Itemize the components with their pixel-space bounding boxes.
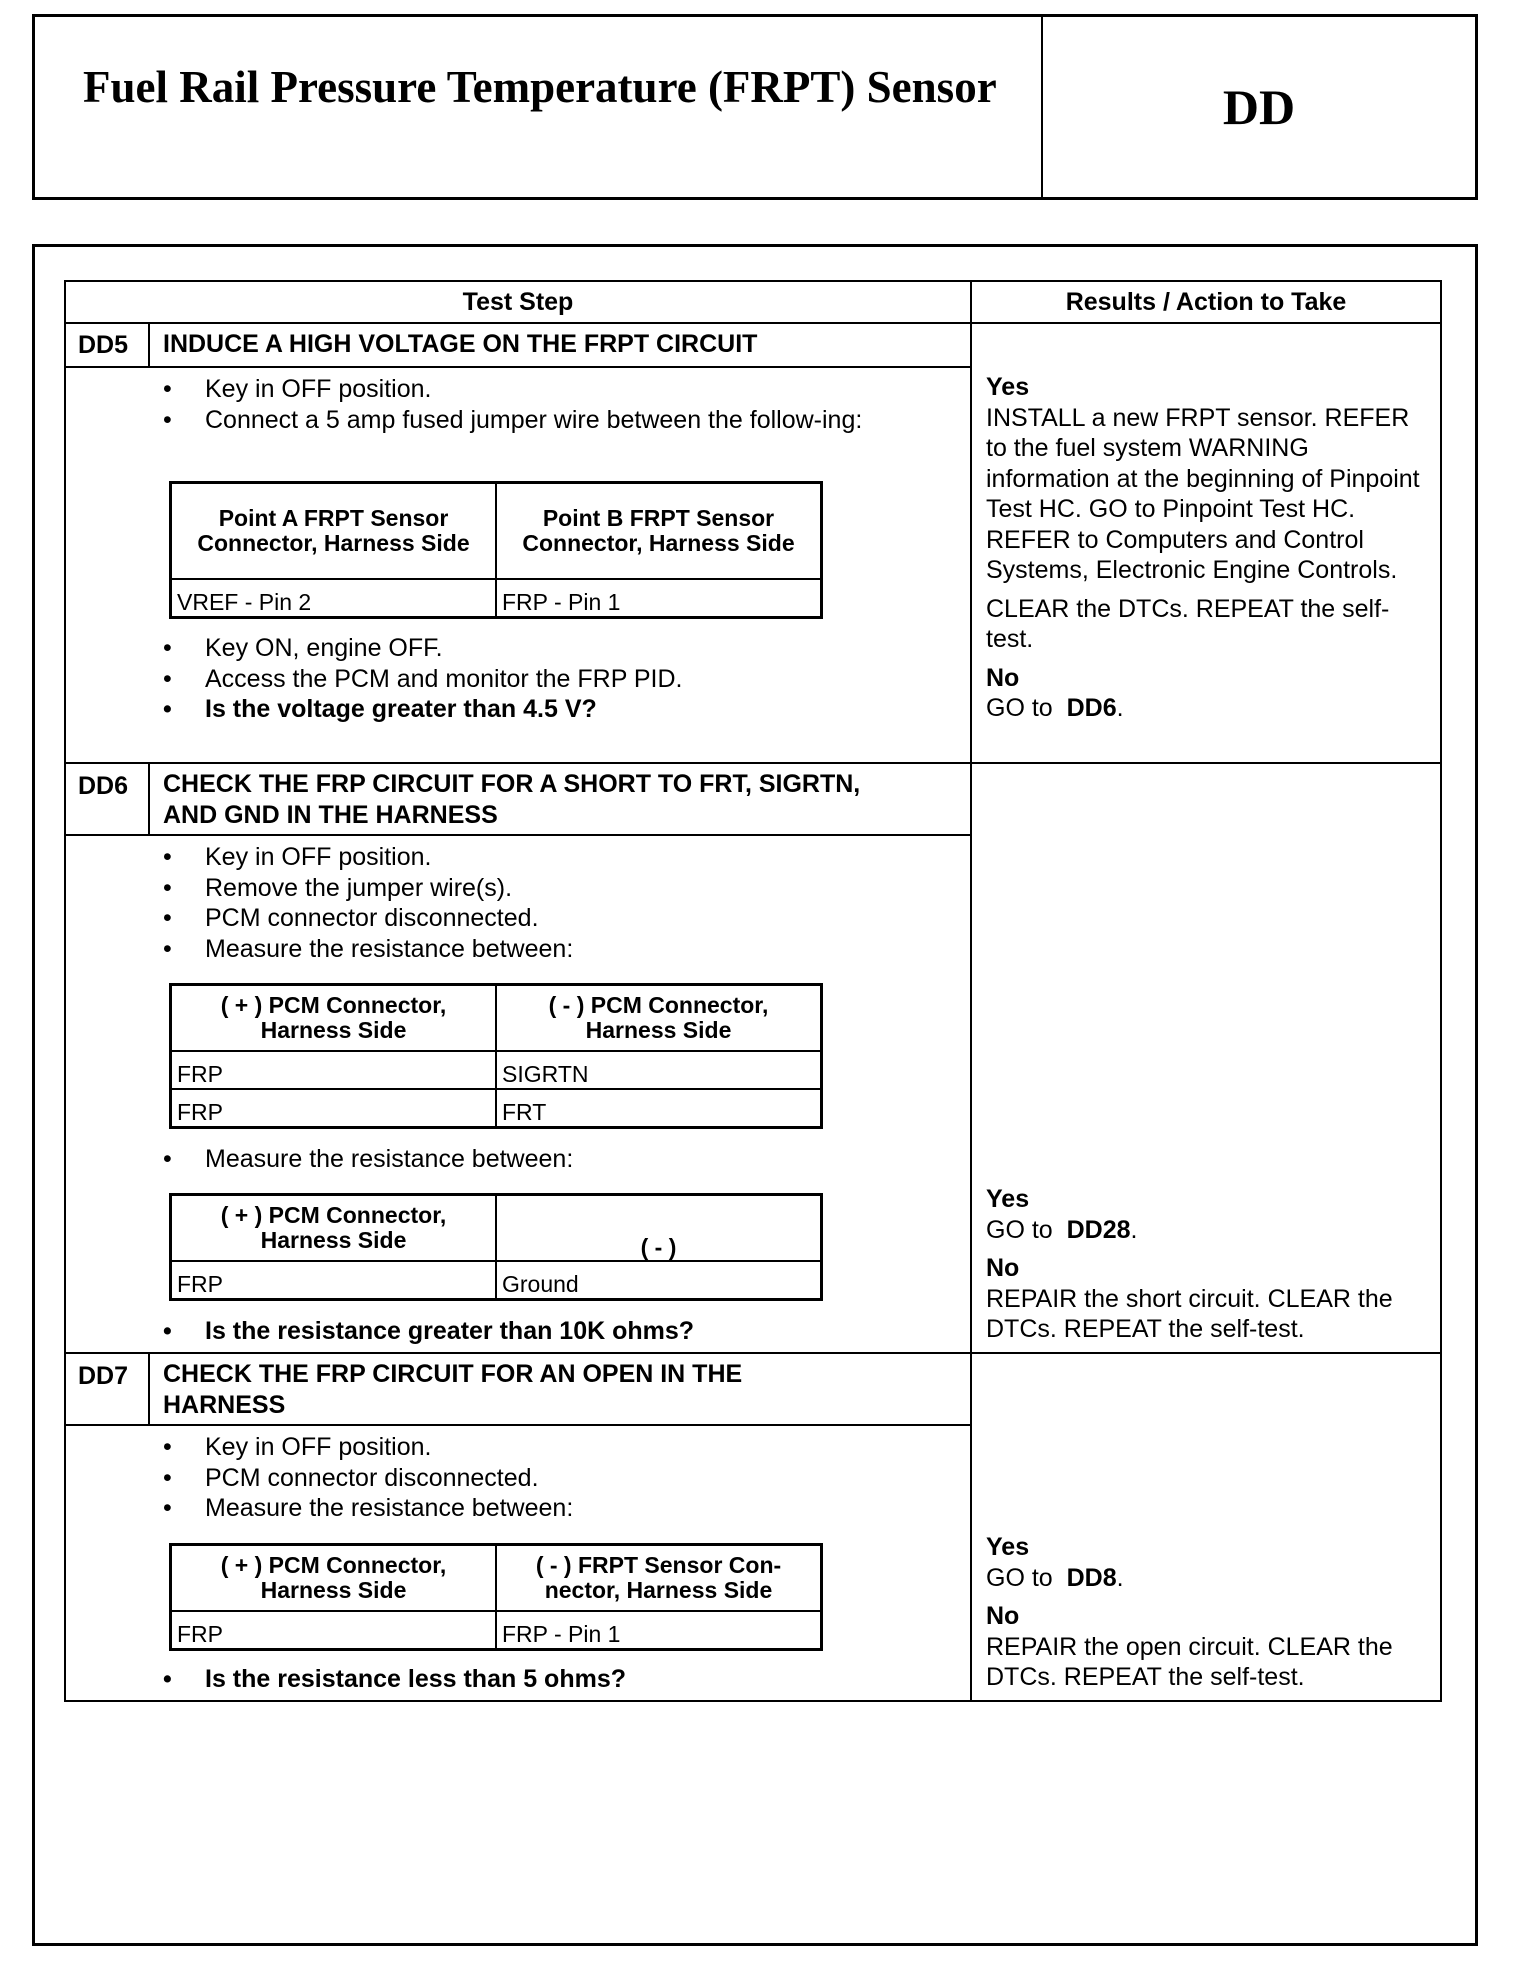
list-item: • Connect a 5 amp fused jumper wire between the follow-ing: <box>163 405 923 436</box>
step-bullets <box>163 374 923 435</box>
page-title: Fuel Rail Pressure Temperature (FRPT) Sensor <box>83 62 997 112</box>
table-cell: FRP <box>171 1089 496 1127</box>
list-item: • Measure the resistance between: <box>163 1493 923 1524</box>
step-link-dd28[interactable]: DD28 <box>1066 1215 1131 1244</box>
table-cell: FRP <box>171 1261 496 1299</box>
section-code: DD <box>1222 79 1296 135</box>
table-cell: Ground <box>496 1261 821 1299</box>
resistance-table-1 <box>170 984 822 1128</box>
step-bullets-2 <box>163 633 923 725</box>
step-question-list <box>163 1664 923 1695</box>
yes-label: Yes <box>986 1185 1030 1213</box>
yes-label: Yes <box>986 373 1030 401</box>
step-link-dd6[interactable]: DD6 <box>1066 694 1117 722</box>
table-header: ( - ) FRPT Sensor Con-nector, Harness Side <box>496 1545 821 1611</box>
connection-table <box>170 482 822 618</box>
no-label: No <box>986 1254 1020 1282</box>
step-question: • Is the voltage greater than 4.5 V? <box>163 694 923 725</box>
list-item: • Measure the resistance between: <box>163 934 923 965</box>
table-header: Point B FRPT Sensor Connector, Harness Side <box>496 483 821 579</box>
list-item: • PCM connector disconnected. <box>163 903 923 934</box>
list-item: • Access the PCM and monitor the FRP PID. <box>163 664 923 695</box>
list-item: • Key in OFF position. <box>163 1432 923 1463</box>
no-action: REPAIR the short circuit. CLEAR the DTCs. REPEAT the self-test. <box>986 1284 1393 1343</box>
list-item: • Key ON, engine OFF. <box>163 633 923 664</box>
list-item: • Key in OFF position. <box>163 374 923 405</box>
step-title: CHECK THE FRP CIRCUIT FOR AN OPEN IN THE HARNESS <box>163 1360 743 1419</box>
list-item: • PCM connector disconnected. <box>163 1463 923 1494</box>
step-bullets <box>163 1432 923 1524</box>
table-cell: VREF - Pin 2 <box>171 579 496 617</box>
step-results <box>986 372 1426 724</box>
table-cell: FRP <box>171 1051 496 1089</box>
no-action: REPAIR the open circuit. CLEAR the DTCs. REPEAT the self-test. <box>986 1632 1393 1691</box>
list-item: • Remove the jumper wire(s). <box>163 873 923 904</box>
resistance-table <box>170 1544 822 1650</box>
step-title: CHECK THE FRP CIRCUIT FOR A SHORT TO FRT, SIGRTN, AND GND IN THE HARNESS <box>163 770 861 829</box>
step-results <box>986 1532 1426 1693</box>
no-label: No <box>986 1602 1020 1630</box>
table-cell: FRP <box>171 1611 496 1649</box>
step-bullets-2 <box>163 1144 923 1175</box>
step-bullets <box>163 842 923 964</box>
step-id: DD7 <box>78 1362 129 1390</box>
table-header: ( + ) PCM Connector, Harness Side <box>171 1545 496 1611</box>
table-header: ( - ) PCM Connector, Harness Side <box>496 985 821 1051</box>
page-header <box>32 14 1478 200</box>
step-link-dd8[interactable]: DD8 <box>1066 1563 1117 1592</box>
table-cell: SIGRTN <box>496 1051 821 1089</box>
list-item: • Measure the resistance between: <box>163 1144 923 1175</box>
yes-action: GO to DD8. <box>986 1563 1124 1592</box>
step-id: DD6 <box>78 772 129 800</box>
yes-action: INSTALL a new FRPT sensor. REFER to the fuel system WARNING information at the beginning of Pinpoint Test HC. GO to Pinpoint Test HC. REFER to Computers and Control Systems, Electronic Engine Controls. <box>986 403 1420 584</box>
list-item: • Key in OFF position. <box>163 842 923 873</box>
table-header: ( + ) PCM Connector, Harness Side <box>171 985 496 1051</box>
col-test-step: Test Step <box>462 288 574 316</box>
table-cell: FRP - Pin 1 <box>496 1611 821 1649</box>
step-question: • Is the resistance less than 5 ohms? <box>163 1664 923 1695</box>
yes-action-2: CLEAR the DTCs. REPEAT the self-test. <box>986 594 1390 653</box>
yes-action: GO to DD28. <box>986 1215 1138 1244</box>
col-results: Results / Action to Take <box>1065 288 1347 316</box>
step-title: INDUCE A HIGH VOLTAGE ON THE FRPT CIRCUIT <box>163 330 758 358</box>
step-question-list <box>163 1316 923 1347</box>
table-cell: FRP - Pin 1 <box>496 579 821 617</box>
step-question: • Is the resistance greater than 10K ohms? <box>163 1316 923 1347</box>
table-header: ( - ) <box>496 1195 821 1261</box>
table-header: ( + ) PCM Connector, Harness Side <box>171 1195 496 1261</box>
step-id: DD5 <box>78 331 129 359</box>
no-label: No <box>986 663 1020 692</box>
step-results <box>986 1184 1426 1345</box>
yes-label: Yes <box>986 1533 1030 1561</box>
table-cell: FRT <box>496 1089 821 1127</box>
no-action: GO to DD6. <box>986 694 1124 722</box>
resistance-table-2 <box>170 1194 822 1300</box>
table-header: Point A FRPT Sensor Connector, Harness Side <box>171 483 496 579</box>
